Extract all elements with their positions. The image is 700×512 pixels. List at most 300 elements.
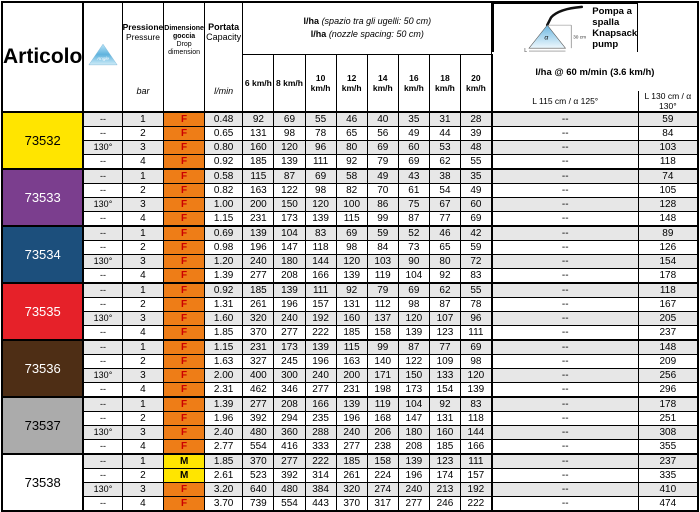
capacity-cell: 1.15 <box>204 212 242 227</box>
table-body <box>2 112 698 511</box>
article-cell: 73537 <box>2 397 83 454</box>
lha-value-cell: 206 <box>367 426 398 440</box>
capacity-cell: 0.65 <box>204 127 242 141</box>
lha-value-cell: 277 <box>336 440 367 455</box>
lha-value-cell: 67 <box>429 198 460 212</box>
lha-value-cell: 69 <box>367 141 398 155</box>
lha-value-cell: 238 <box>367 440 398 455</box>
lha-value-cell: 185 <box>243 283 274 298</box>
lha-value-cell: 100 <box>336 198 367 212</box>
table-row <box>2 112 698 127</box>
pump-icon-height-label: 30 cm <box>573 35 587 41</box>
lha-value-cell: 288 <box>305 426 336 440</box>
lha-value-cell: 185 <box>429 440 460 455</box>
capacity-cell: 1.15 <box>204 340 242 355</box>
lha-value-cell: 59 <box>461 241 492 255</box>
lha-value-cell: 346 <box>274 383 305 398</box>
lha-value-cell: 200 <box>336 369 367 383</box>
capacity-header <box>204 2 242 112</box>
pressure-cell: 4 <box>122 440 164 455</box>
lha-value-cell: 35 <box>461 169 492 184</box>
drop-letter-cell: F <box>164 155 205 170</box>
pump-115-cell: -- <box>492 369 638 383</box>
angle-cell: 130° <box>83 483 122 497</box>
lha-value-cell: 72 <box>461 255 492 269</box>
lha-value-cell: 173 <box>398 383 429 398</box>
lha-value-cell: 69 <box>274 112 305 127</box>
lha-value-cell: 174 <box>429 469 460 483</box>
lha-value-cell: 139 <box>336 269 367 284</box>
lha-value-cell: 77 <box>429 212 460 227</box>
capacity-cell: 0.98 <box>204 241 242 255</box>
pump-subtitle: l/ha @ 60 m/min (3.6 km/h) <box>492 54 698 91</box>
lha-value-cell: 96 <box>461 312 492 326</box>
capacity-cell: 2.31 <box>204 383 242 398</box>
lha-value-cell: 173 <box>274 212 305 227</box>
pump-title-en: Knapsack pump <box>592 28 638 50</box>
drop-letter-cell: F <box>164 226 205 241</box>
pressure-cell: 2 <box>122 127 164 141</box>
lha-value-cell: 98 <box>274 127 305 141</box>
lha-value-cell: 157 <box>461 469 492 483</box>
pressure-label-it: Pressione <box>122 22 164 32</box>
pump-130-cell: 355 <box>638 440 698 455</box>
pump-130-cell: 167 <box>638 298 698 312</box>
lha-value-cell: 69 <box>461 212 492 227</box>
pressure-cell: 2 <box>122 184 164 198</box>
lha-value-cell: 277 <box>398 497 429 512</box>
lha-prefix-en: l/ha <box>310 29 327 40</box>
capacity-cell: 0.92 <box>204 283 242 298</box>
pump-130-cell: 474 <box>638 497 698 512</box>
lha-value-cell: 523 <box>243 469 274 483</box>
lha-value-cell: 157 <box>305 298 336 312</box>
lha-value-cell: 277 <box>243 269 274 284</box>
lha-value-cell: 38 <box>429 169 460 184</box>
lha-value-cell: 77 <box>429 340 460 355</box>
lha-value-cell: 173 <box>274 340 305 355</box>
lha-value-cell: 131 <box>336 298 367 312</box>
lha-value-cell: 160 <box>243 141 274 155</box>
lha-value-cell: 480 <box>274 483 305 497</box>
lha-value-cell: 144 <box>461 426 492 440</box>
lha-value-cell: 83 <box>461 269 492 284</box>
lha-value-cell: 274 <box>367 483 398 497</box>
lha-value-cell: 327 <box>243 355 274 369</box>
lha-prefix-it: l/ha <box>303 16 320 27</box>
articolo-label: Articolo <box>3 45 83 68</box>
lha-value-cell: 80 <box>429 255 460 269</box>
lha-value-cell: 49 <box>398 127 429 141</box>
lha-value-cell: 416 <box>274 440 305 455</box>
drop-letter-cell: F <box>164 340 205 355</box>
lha-value-cell: 79 <box>367 283 398 298</box>
angle-cell: 130° <box>83 369 122 383</box>
article-cell: 73532 <box>2 112 83 169</box>
lha-value-cell: 277 <box>305 383 336 398</box>
lha-value-cell: 208 <box>274 269 305 284</box>
pump-115-cell: -- <box>492 483 638 497</box>
angle-cell: -- <box>83 169 122 184</box>
drop-label-it1: Dimensione <box>164 25 204 32</box>
pump-115-cell: -- <box>492 298 638 312</box>
angle-header <box>83 2 122 112</box>
lha-value-cell: 92 <box>243 112 274 127</box>
pressure-cell: 2 <box>122 412 164 426</box>
lha-value-cell: 139 <box>274 283 305 298</box>
pressure-cell: 2 <box>122 241 164 255</box>
lha-value-cell: 56 <box>367 127 398 141</box>
angle-cell: -- <box>83 112 122 127</box>
pump-115-cell: -- <box>492 469 638 483</box>
angle-cell: -- <box>83 283 122 298</box>
angle-cell: 130° <box>83 312 122 326</box>
drop-letter-cell: F <box>164 298 205 312</box>
lha-value-cell: 370 <box>243 326 274 341</box>
lha-value-cell: 131 <box>429 412 460 426</box>
pump-130-cell: 410 <box>638 483 698 497</box>
pressure-cell: 2 <box>122 355 164 369</box>
lha-value-cell: 208 <box>274 397 305 412</box>
angle-cell: -- <box>83 326 122 341</box>
lha-value-cell: 185 <box>336 454 367 469</box>
lha-value-cell: 62 <box>429 155 460 170</box>
lha-value-cell: 119 <box>367 397 398 412</box>
pump-130-cell: 89 <box>638 226 698 241</box>
lha-value-cell: 69 <box>461 340 492 355</box>
lha-value-cell: 196 <box>398 469 429 483</box>
angle-cell: -- <box>83 355 122 369</box>
lha-value-cell: 370 <box>243 454 274 469</box>
capacity-cell: 2.61 <box>204 469 242 483</box>
lha-value-cell: 92 <box>336 283 367 298</box>
pressure-cell: 1 <box>122 169 164 184</box>
lha-value-cell: 192 <box>461 483 492 497</box>
lha-value-cell: 139 <box>243 226 274 241</box>
lha-value-cell: 62 <box>429 283 460 298</box>
lha-value-cell: 245 <box>274 355 305 369</box>
pump-130-cell: 118 <box>638 283 698 298</box>
lha-value-cell: 115 <box>336 212 367 227</box>
lha-value-cell: 163 <box>336 355 367 369</box>
lha-value-cell: 39 <box>461 127 492 141</box>
articolo-header <box>2 2 83 112</box>
speed-header-18: 18 km/h <box>429 54 460 112</box>
capacity-cell: 1.31 <box>204 298 242 312</box>
drop-label-it2: goccia <box>173 33 196 40</box>
lha-value-cell: 196 <box>243 241 274 255</box>
lha-value-cell: 78 <box>461 298 492 312</box>
lha-value-cell: 166 <box>461 440 492 455</box>
pump-130-cell: 251 <box>638 412 698 426</box>
lha-value-cell: 147 <box>398 412 429 426</box>
lha-value-cell: 261 <box>336 469 367 483</box>
article-cell: 73538 <box>2 454 83 511</box>
pump-130-cell: 103 <box>638 141 698 155</box>
pump-130-cell: 105 <box>638 184 698 198</box>
pump-130-cell: 126 <box>638 241 698 255</box>
lha-value-cell: 59 <box>367 226 398 241</box>
lha-value-cell: 554 <box>243 440 274 455</box>
drop-letter-cell: F <box>164 169 205 184</box>
lha-value-cell: 185 <box>243 155 274 170</box>
capacity-cell: 1.85 <box>204 454 242 469</box>
lha-value-cell: 137 <box>367 312 398 326</box>
lha-value-cell: 92 <box>429 397 460 412</box>
lha-value-cell: 144 <box>305 255 336 269</box>
lha-value-cell: 98 <box>336 241 367 255</box>
pressure-cell: 4 <box>122 497 164 512</box>
lha-rest-en: (nozzle spacing: 50 cm) <box>328 29 424 40</box>
pump-col-115-header: L 115 cm / α 125° <box>492 91 638 112</box>
speed-header-12: 12 km/h <box>336 54 367 112</box>
pressure-cell: 4 <box>122 326 164 341</box>
capacity-cell: 1.39 <box>204 397 242 412</box>
pump-130-cell: 308 <box>638 426 698 440</box>
speed-header-6: 6 km/h <box>243 54 274 112</box>
lha-value-cell: 43 <box>398 169 429 184</box>
angle-cell: 130° <box>83 426 122 440</box>
knapsack-pump-icon <box>494 4 588 55</box>
lha-value-cell: 79 <box>367 155 398 170</box>
pump-115-cell: -- <box>492 198 638 212</box>
table-row <box>2 269 698 284</box>
lha-value-cell: 384 <box>305 483 336 497</box>
lha-value-cell: 150 <box>274 198 305 212</box>
capacity-cell: 1.60 <box>204 312 242 326</box>
pump-130-cell: 148 <box>638 212 698 227</box>
lha-value-cell: 58 <box>336 169 367 184</box>
lha-value-cell: 122 <box>274 184 305 198</box>
table-row <box>2 340 698 355</box>
pressure-cell: 3 <box>122 198 164 212</box>
lha-value-cell: 70 <box>367 184 398 198</box>
capacity-cell: 2.00 <box>204 369 242 383</box>
lha-value-cell: 69 <box>305 169 336 184</box>
pump-115-cell: -- <box>492 454 638 469</box>
pump-115-cell: -- <box>492 269 638 284</box>
lha-value-cell: 231 <box>243 212 274 227</box>
lha-value-cell: 196 <box>305 355 336 369</box>
pressure-cell: 1 <box>122 283 164 298</box>
capacity-cell: 2.77 <box>204 440 242 455</box>
pump-130-cell: 84 <box>638 127 698 141</box>
lha-value-cell: 69 <box>398 283 429 298</box>
article-cell: 73533 <box>2 169 83 226</box>
capacity-cell: 0.82 <box>204 184 242 198</box>
angle-cell: -- <box>83 298 122 312</box>
lha-value-cell: 52 <box>398 226 429 241</box>
lha-value-cell: 370 <box>336 497 367 512</box>
lha-value-cell: 120 <box>461 369 492 383</box>
pressure-cell: 1 <box>122 454 164 469</box>
lha-value-cell: 92 <box>429 269 460 284</box>
pressure-cell: 3 <box>122 255 164 269</box>
capacity-cell: 0.48 <box>204 112 242 127</box>
capacity-cell: 1.00 <box>204 198 242 212</box>
drop-letter-cell: F <box>164 127 205 141</box>
drop-letter-cell: F <box>164 283 205 298</box>
lha-value-cell: 139 <box>398 454 429 469</box>
lha-value-cell: 109 <box>429 355 460 369</box>
pump-115-cell: -- <box>492 412 638 426</box>
lha-value-cell: 185 <box>336 326 367 341</box>
table-row <box>2 454 698 469</box>
table-row <box>2 198 698 212</box>
angle-cell: -- <box>83 440 122 455</box>
lha-value-cell: 240 <box>243 255 274 269</box>
table-row <box>2 127 698 141</box>
pump-115-cell: -- <box>492 497 638 512</box>
lha-value-cell: 87 <box>398 340 429 355</box>
speed-header-8: 8 km/h <box>274 54 305 112</box>
pressure-cell: 3 <box>122 369 164 383</box>
lha-value-cell: 196 <box>274 298 305 312</box>
table-row <box>2 212 698 227</box>
angle-cell: -- <box>83 397 122 412</box>
lha-value-cell: 333 <box>305 440 336 455</box>
lha-value-cell: 87 <box>398 212 429 227</box>
lha-value-cell: 180 <box>398 426 429 440</box>
capacity-cell: 1.85 <box>204 326 242 341</box>
capacity-label-en: Capacity <box>206 32 242 42</box>
pump-icon-length-label: L <box>524 48 528 55</box>
capacity-cell: 0.58 <box>204 169 242 184</box>
lha-value-cell: 231 <box>336 383 367 398</box>
lha-value-cell: 400 <box>243 369 274 383</box>
pressure-cell: 3 <box>122 426 164 440</box>
pump-115-cell: -- <box>492 355 638 369</box>
lha-value-cell: 154 <box>429 383 460 398</box>
table-row <box>2 497 698 512</box>
lha-value-cell: 200 <box>243 198 274 212</box>
lha-value-cell: 139 <box>305 212 336 227</box>
drop-letter-cell: F <box>164 369 205 383</box>
pump-115-cell: -- <box>492 112 638 127</box>
lha-value-cell: 65 <box>429 241 460 255</box>
pressure-cell: 4 <box>122 383 164 398</box>
lha-value-cell: 55 <box>305 112 336 127</box>
lha-value-cell: 42 <box>461 226 492 241</box>
angle-cell: -- <box>83 412 122 426</box>
lha-value-cell: 222 <box>305 454 336 469</box>
lha-value-cell: 35 <box>398 112 429 127</box>
lha-value-cell: 123 <box>429 326 460 341</box>
lha-value-cell: 317 <box>367 497 398 512</box>
table-row <box>2 255 698 269</box>
angle-cell: -- <box>83 469 122 483</box>
pump-115-cell: -- <box>492 426 638 440</box>
pressure-cell: 1 <box>122 112 164 127</box>
drop-label-en1: Drop <box>176 41 192 48</box>
pump-130-cell: 237 <box>638 454 698 469</box>
speed-header-20: 20 km/h <box>461 54 492 112</box>
pump-115-cell: -- <box>492 241 638 255</box>
angle-cell: -- <box>83 454 122 469</box>
lha-value-cell: 139 <box>336 397 367 412</box>
lha-value-cell: 240 <box>274 312 305 326</box>
pump-115-cell: -- <box>492 312 638 326</box>
angle-cell: -- <box>83 127 122 141</box>
table-row <box>2 298 698 312</box>
drop-letter-cell: F <box>164 383 205 398</box>
angle-cell: 130° <box>83 255 122 269</box>
table-row <box>2 155 698 170</box>
lha-value-cell: 133 <box>429 369 460 383</box>
pump-130-cell: 237 <box>638 326 698 341</box>
lha-header <box>243 2 492 54</box>
lha-value-cell: 73 <box>398 241 429 255</box>
lha-value-cell: 261 <box>243 298 274 312</box>
pump-115-cell: -- <box>492 169 638 184</box>
table-row <box>2 369 698 383</box>
pump-130-cell: 256 <box>638 369 698 383</box>
lha-value-cell: 49 <box>367 169 398 184</box>
lha-value-cell: 166 <box>305 269 336 284</box>
lha-value-cell: 84 <box>367 241 398 255</box>
lha-value-cell: 168 <box>367 412 398 426</box>
lha-value-cell: 60 <box>461 198 492 212</box>
lha-value-cell: 240 <box>305 369 336 383</box>
article-cell: 73535 <box>2 283 83 340</box>
speed-header-16: 16 km/h <box>398 54 429 112</box>
article-cell: 73536 <box>2 340 83 397</box>
angle-cell: 130° <box>83 141 122 155</box>
drop-letter-cell: F <box>164 440 205 455</box>
table-row <box>2 440 698 455</box>
drop-letter-cell: F <box>164 269 205 284</box>
pump-130-cell: 74 <box>638 169 698 184</box>
angle-cell: -- <box>83 184 122 198</box>
table-row <box>2 241 698 255</box>
lha-value-cell: 92 <box>336 155 367 170</box>
capacity-cell: 1.20 <box>204 255 242 269</box>
pump-130-cell: 154 <box>638 255 698 269</box>
lha-value-cell: 98 <box>305 184 336 198</box>
lha-value-cell: 160 <box>429 426 460 440</box>
lha-value-cell: 28 <box>461 112 492 127</box>
lha-value-cell: 82 <box>336 184 367 198</box>
table-row <box>2 483 698 497</box>
pressure-label-en: Pressure <box>125 32 160 42</box>
drop-letter-cell: F <box>164 412 205 426</box>
angle-cell: -- <box>83 497 122 512</box>
lha-value-cell: 103 <box>367 255 398 269</box>
capacity-cell: 0.92 <box>204 155 242 170</box>
lha-value-cell: 163 <box>243 184 274 198</box>
angle-cell: -- <box>83 383 122 398</box>
lha-value-cell: 231 <box>243 340 274 355</box>
lha-value-cell: 104 <box>274 226 305 241</box>
lha-value-cell: 99 <box>367 212 398 227</box>
lha-value-cell: 147 <box>274 241 305 255</box>
lha-value-cell: 53 <box>429 141 460 155</box>
pump-115-cell: -- <box>492 440 638 455</box>
lha-value-cell: 83 <box>461 397 492 412</box>
angle-cell: -- <box>83 155 122 170</box>
capacity-cell: 2.40 <box>204 426 242 440</box>
table-row <box>2 169 698 184</box>
pressure-cell: 2 <box>122 298 164 312</box>
drop-letter-cell: F <box>164 184 205 198</box>
angle-cell: -- <box>83 212 122 227</box>
table-row <box>2 426 698 440</box>
drop-letter-cell: F <box>164 198 205 212</box>
lha-value-cell: 131 <box>243 127 274 141</box>
lha-value-cell: 96 <box>305 141 336 155</box>
drop-letter-cell: F <box>164 483 205 497</box>
drop-letter-cell: F <box>164 497 205 512</box>
